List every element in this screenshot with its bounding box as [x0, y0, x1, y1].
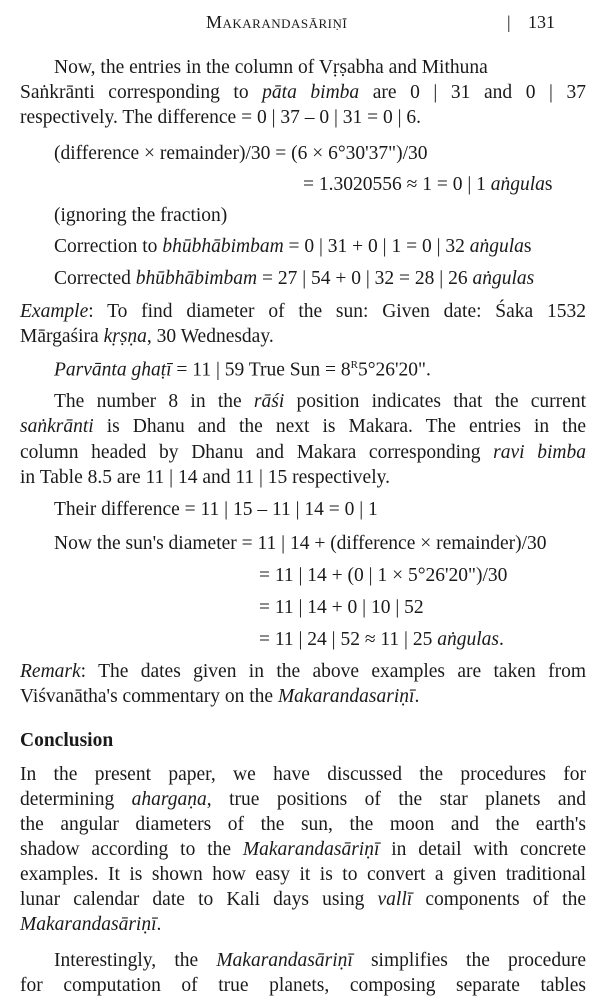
- text-line: Interestingly, the Makarandasāriṇī simplifies the procedure: [54, 950, 586, 971]
- text-line: determining ahargaṇa, true positions of the star planets and: [20, 789, 586, 810]
- section-heading: Conclusion: [20, 730, 114, 751]
- equation-line: = 1.3020556 ≈ 1 = 0 | 1 aṅgulas: [303, 174, 553, 195]
- header-separator: |: [507, 12, 511, 32]
- text-line: Remark: The dates given in the above examples are taken from: [20, 661, 586, 682]
- equation-line: Corrected bhūbhābimbam = 27 | 54 + 0 | 32 = 28 | 26 aṅgulas: [54, 268, 535, 289]
- text-line: (ignoring the fraction): [54, 205, 228, 226]
- text-line: Now, the entries in the column of Vṛṣabha and Mithuna: [54, 57, 488, 78]
- page-number: 131: [528, 12, 555, 32]
- equation-line: Their difference = 11 | 15 – 11 | 14 = 0 | 1: [54, 499, 378, 520]
- equation-line: = 11 | 24 | 52 ≈ 11 | 25 aṅgulas.: [259, 629, 504, 650]
- text-line: the angular diameters of the sun, the moon and the earth's: [20, 814, 586, 835]
- equation-line: Correction to bhūbhābimbam = 0 | 31 + 0 | 1 = 0 | 32 aṅgulas: [54, 236, 532, 257]
- text-line: examples. It is shown how easy it is to convert a given traditional: [20, 864, 586, 885]
- text-line: column headed by Dhanu and Makara corresponding ravi bimba: [20, 442, 586, 463]
- text-line: Makarandasāriṇī.: [20, 914, 162, 935]
- running-head: [0, 8, 600, 38]
- text-line: Mārgaśira kṛṣṇa, 30 Wednesday.: [20, 326, 274, 347]
- equation-line: Parvānta ghaṭī = 11 | 59 True Sun = $8^R5^\circ 26'20$".: [54, 359, 431, 381]
- equation-line: = 11 | 14 + 0 | 10 | 52: [259, 597, 424, 618]
- text-line: Example: To find diameter of the sun: Given date: Śaka 1532: [20, 301, 586, 322]
- equation-line: (difference × remainder)/30 = (6 × 6°30'37")/30: [54, 143, 428, 164]
- text-line: The number 8 in the rāśi position indicates that the current: [54, 391, 586, 412]
- text-line: saṅkrānti is Dhanu and the next is Makara. The entries in the: [20, 416, 586, 437]
- text-line: Viśvanātha's commentary on the Makarandasariṇī.: [20, 686, 420, 707]
- text-line: respectively. The difference = 0 | 37 – 0 | 31 = 0 | 6.: [20, 107, 422, 128]
- text-line: Saṅkrānti corresponding to pāta bimba are 0 | 31 and 0 | 37: [20, 82, 586, 103]
- equation-line: = 11 | 14 + (0 | 1 × 5°26'20")/30: [259, 565, 508, 586]
- text-line: for computation of true planets, composing separate tables: [20, 975, 586, 996]
- text-line: lunar calendar date to Kali days using vallī components of the: [20, 889, 586, 910]
- equation-line: Now the sun's diameter = 11 | 14 + (difference × remainder)/30: [54, 533, 547, 554]
- text-line: in Table 8.5 are 11 | 14 and 11 | 15 respectively.: [20, 467, 390, 488]
- text-line: shadow according to the Makarandasāriṇī in detail with concrete: [20, 839, 586, 860]
- text-line: In the present paper, we have discussed the procedures for: [20, 764, 586, 785]
- running-title: Makarandasāriṇī: [206, 12, 348, 32]
